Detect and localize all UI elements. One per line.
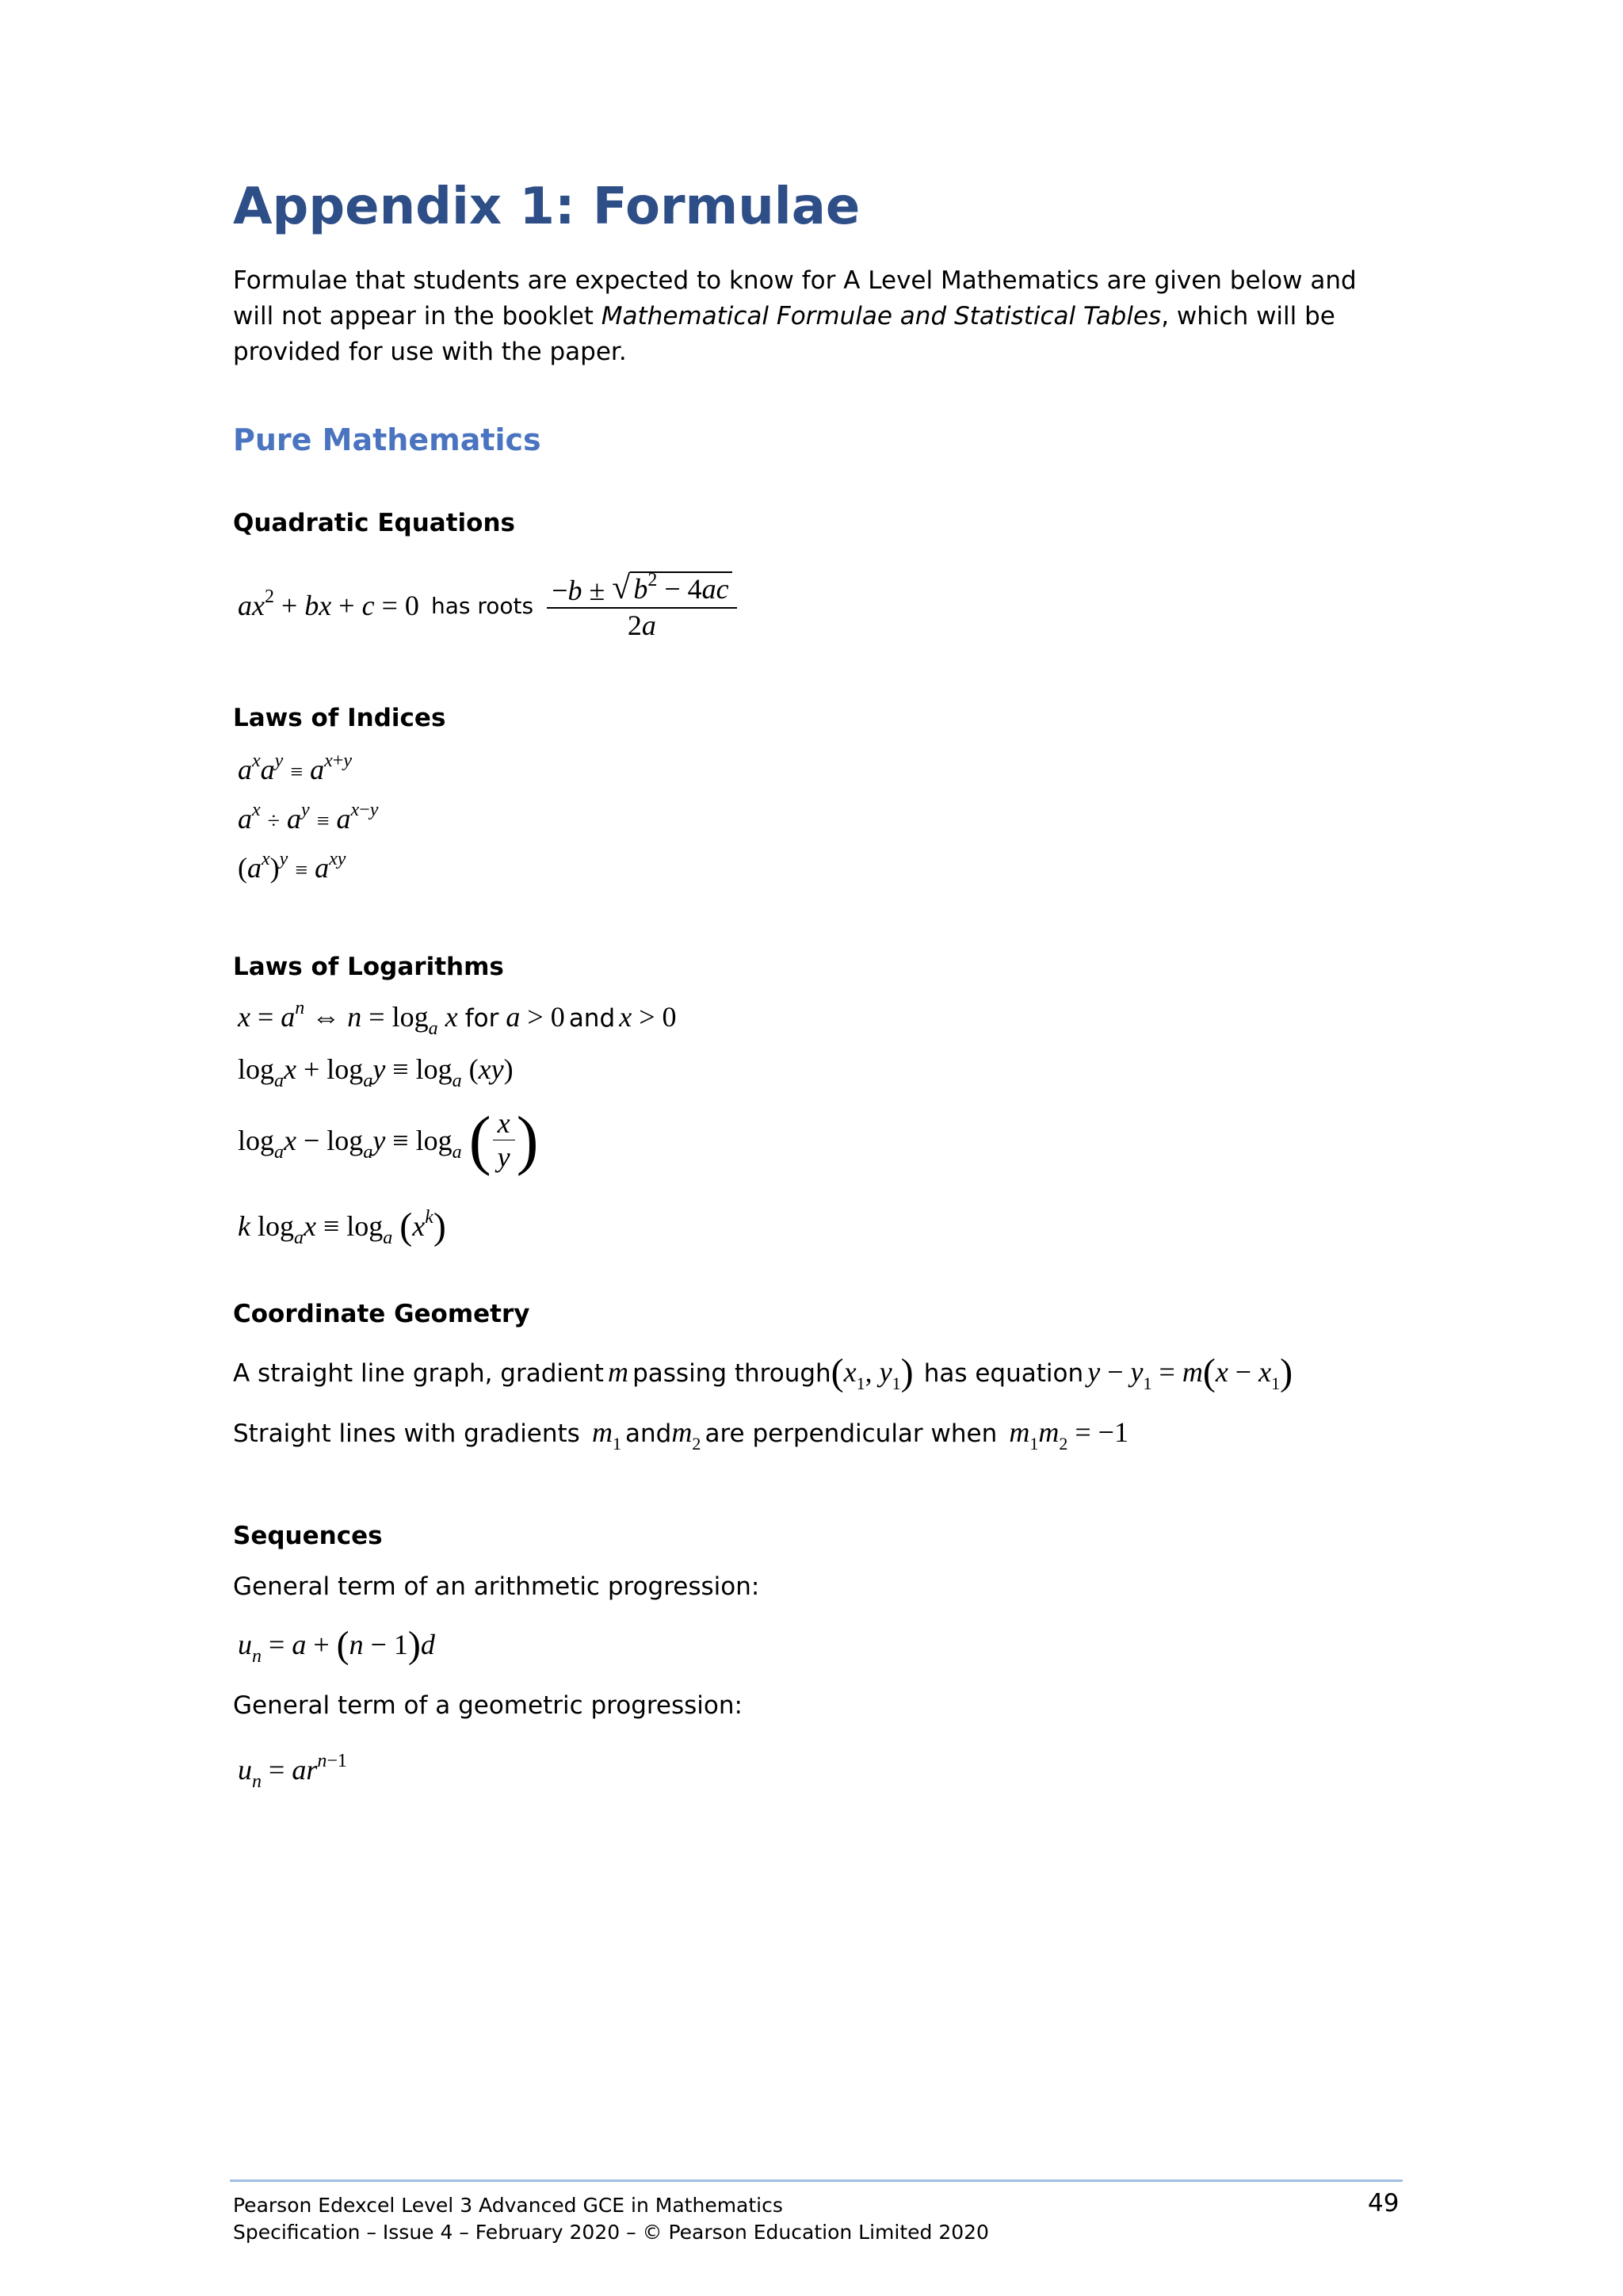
- heading-logarithms: Laws of Logarithms: [233, 953, 504, 981]
- log-law-difference: $\log_ax - \log_ay \equiv \log_a$ ( $\frac{x}{y}$ ): [238, 1103, 539, 1177]
- section-title: Pure Mathematics: [233, 422, 541, 457]
- footer-line-2: Specification – Issue 4 – February 2020 – © Pearson Education Limited 2020: [233, 2221, 989, 2244]
- footer-divider: [230, 2179, 1403, 2182]
- footer-line-1: Pearson Edexcel Level 3 Advanced GCE in Mathematics: [233, 2194, 783, 2217]
- heading-quadratic: Quadratic Equations: [233, 509, 515, 537]
- log-definition: $x = a^n$ ⇔ $n = \log_a x$ for a > 0 and x > 0: [238, 998, 677, 1039]
- quadratic-equation: $ax^2$ + bx + c = 0: [238, 586, 419, 621]
- arithmetic-formula: $u_n = a + (n - 1)d$: [238, 1624, 435, 1667]
- booklet-title: Mathematical Formulae and Statistical Tables: [601, 302, 1162, 330]
- intro-paragraph: [233, 263, 1398, 370]
- and-word: and: [568, 1004, 616, 1033]
- intro-line-3: provided for use with the paper.: [233, 338, 627, 366]
- log-law-power: k $\log_ax \equiv \log_a (x^k)$: [238, 1205, 446, 1248]
- straight-line-equation: A straight line graph, gradient m passing $through(x_1$, $y_1$) has equation $y - y_1 = m(x - x_1)$: [233, 1351, 1293, 1393]
- intro-line-1: Formulae that students are expected to know for A Level Mathematics are given below and: [233, 266, 1357, 295]
- geometric-label: General term of a geometric progression:: [233, 1691, 743, 1720]
- page-number: 49: [1368, 2189, 1400, 2218]
- perpendicular-lines: Straight lines with gradients $m_1$ andm$_2$ are perpendicular when $m_1m_2 = -1$: [233, 1416, 1128, 1454]
- heading-sequences: Sequences: [233, 1522, 383, 1550]
- for-word: for: [464, 1004, 499, 1033]
- heading-coordinate-geometry: Coordinate Geometry: [233, 1300, 530, 1328]
- index-law-power: $(a^x)^y \equiv a^{xy}$: [238, 849, 346, 884]
- quadratic-formula: [238, 569, 737, 642]
- heading-indices: Laws of Indices: [233, 704, 446, 732]
- log-law-sum: $\log_ax + \log_ay \equiv \log_a (xy)$: [238, 1053, 514, 1091]
- intro-line-2: will not appear in the booklet Mathematical Formulae and Statistical Tables, which will be: [233, 302, 1335, 330]
- page-title: Appendix 1: Formulae: [233, 178, 861, 236]
- quadratic-roots-fraction: $\frac{-b \pm √ b^2 - 4ac}{2a}$: [547, 569, 736, 642]
- has-roots-text: has roots: [430, 592, 534, 619]
- geometric-formula: $u_n = ar^{n-1}$: [238, 1751, 347, 1792]
- index-law-product: $a^xa^y \equiv a^{x+y}$: [238, 751, 352, 785]
- arithmetic-label: General term of an arithmetic progression:: [233, 1572, 760, 1601]
- index-law-quotient: $a^x \div a^y \equiv a^{x-y}$: [238, 800, 379, 835]
